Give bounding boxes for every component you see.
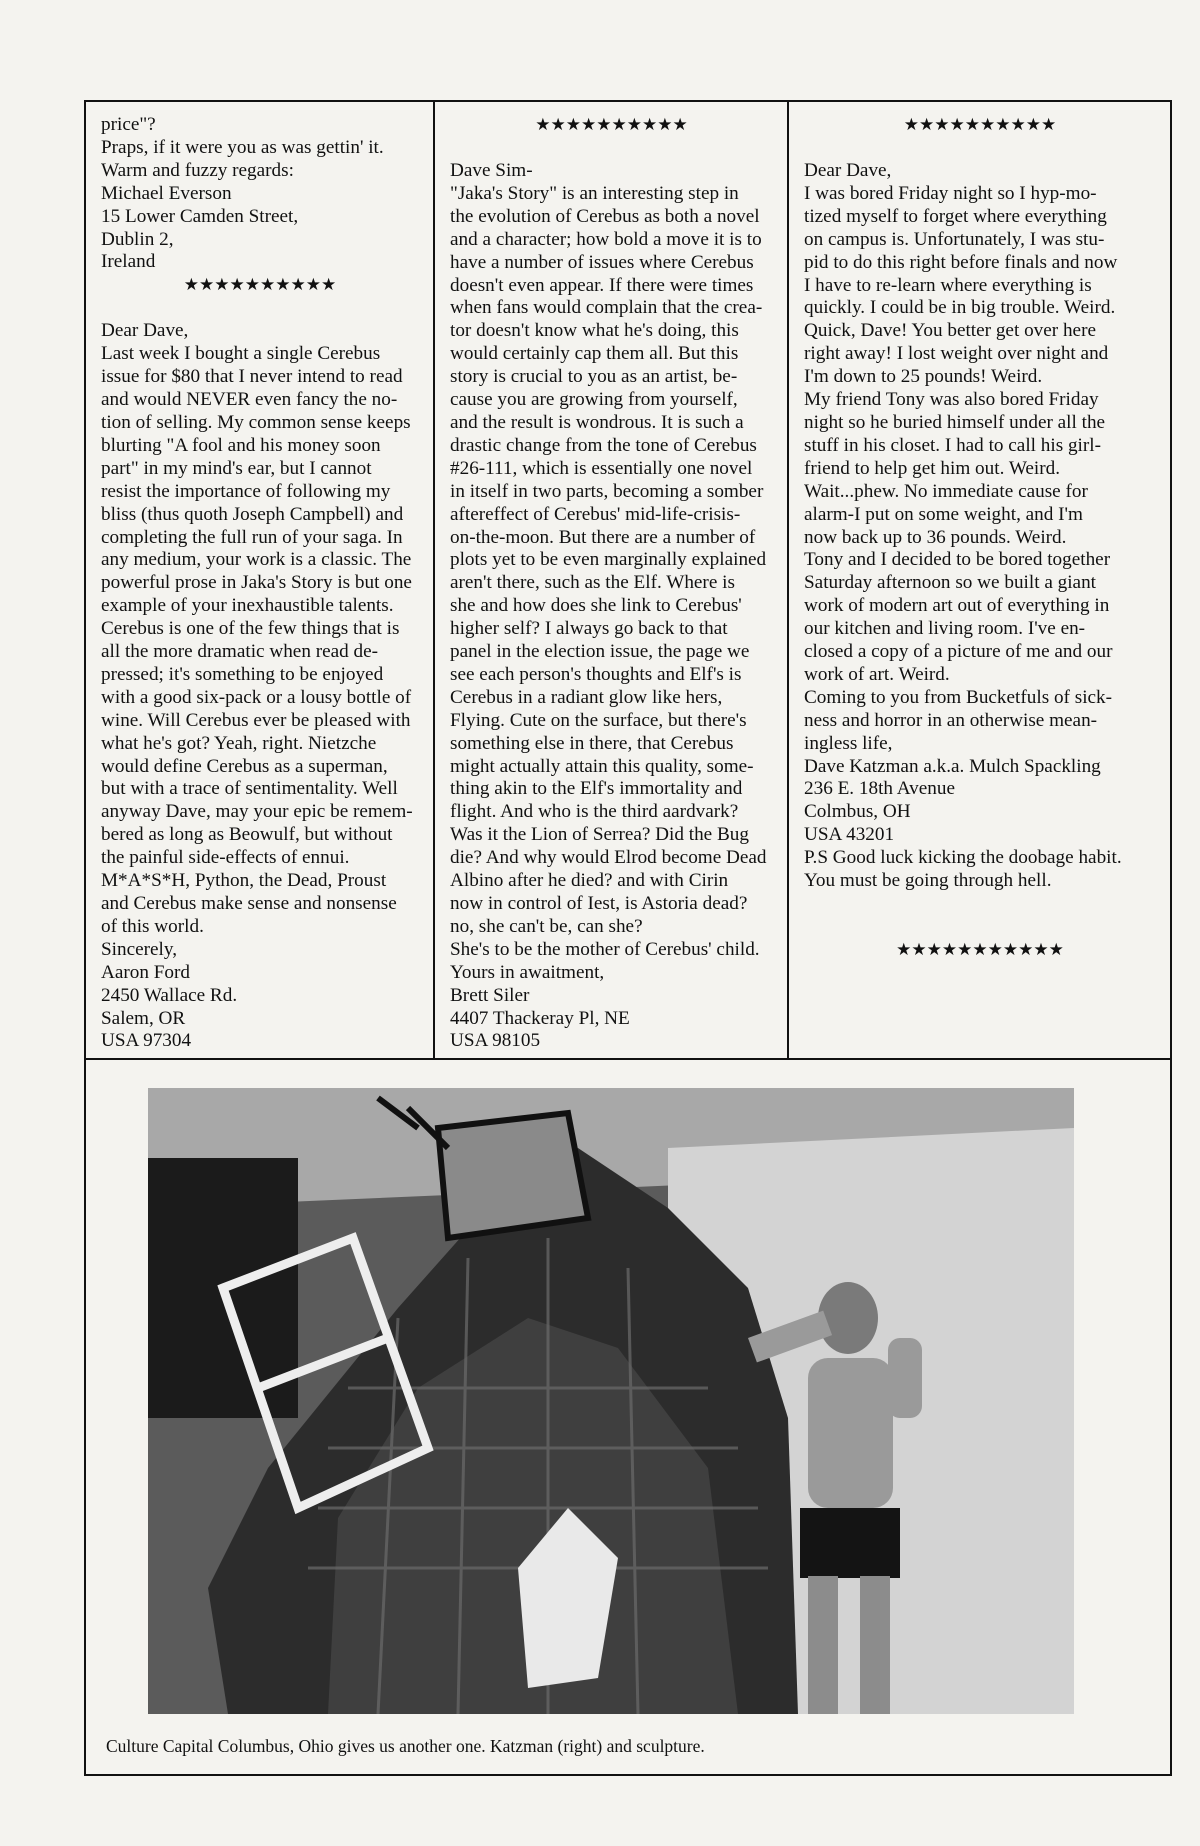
letter-line: "Jaka's Story" is an interesting step in xyxy=(450,182,739,204)
letter-line: price"? xyxy=(101,114,156,135)
letter-line: drastic change from the tone of Cerebus xyxy=(450,434,757,456)
letter-line: and the result is wondrous. It is such a xyxy=(450,411,744,433)
letter-line: what he's got? Yeah, right. Nietzche xyxy=(101,732,377,754)
letter-line: Tony and I decided to be bored together xyxy=(804,549,1111,571)
letter-line: Cerebus is one of the few things that is xyxy=(101,618,400,640)
letter-line: friend to help get him out. Weird. xyxy=(804,457,1061,479)
letter-line: I was bored Friday night so I hyp-mo- xyxy=(804,182,1097,204)
letter-line: example of your inexhaustible talents. xyxy=(101,595,394,617)
letter-line: in itself in two parts, becoming a somber xyxy=(450,480,764,502)
letter-line: our kitchen and living room. I've en- xyxy=(804,618,1086,640)
letter-line: Quick, Dave! You better get over here xyxy=(804,320,1096,342)
letter-line: see each person's thoughts and Elf's is xyxy=(450,663,742,685)
letter-line: Dublin 2, xyxy=(101,228,174,250)
letter-line: story is crucial to you as an artist, be- xyxy=(450,366,738,388)
letter-line: bered as long as Beowulf, but without xyxy=(101,824,393,846)
letter-line: Dave Sim- xyxy=(450,160,533,181)
letter-line: work of modern art out of everything in xyxy=(804,595,1110,617)
letter-line: I'm down to 25 pounds! Weird. xyxy=(804,366,1043,388)
letter-line: any medium, your work is a classic. The xyxy=(101,549,412,571)
letter-line: have a number of issues where Cerebus xyxy=(450,251,754,273)
letter-column-1 xyxy=(86,102,435,1058)
letter-line: alarm-I put on some weight, and I'm xyxy=(804,503,1083,525)
sculpture-photo xyxy=(148,1088,1074,1714)
letter-line: panel in the election issue, the page we xyxy=(450,641,750,663)
letter-line: ness and horror in an otherwise mean- xyxy=(804,709,1098,731)
letter-line: higher self? I always go back to that xyxy=(450,618,728,640)
letter-line: stuff in his closet. I had to call his girl- xyxy=(804,434,1102,456)
letter-line: quickly. I could be in big trouble. Weird. xyxy=(804,297,1116,319)
letter-line: pressed; it's something to be enjoyed xyxy=(101,663,384,685)
letter-line: I have to re-learn where everything is xyxy=(804,274,1092,296)
letter-line: 4407 Thackeray Pl, NE xyxy=(450,1007,630,1029)
star-divider: ★★★★★★★★★★ xyxy=(535,115,688,135)
letter-line: powerful prose in Jaka's Story is but one xyxy=(101,572,412,594)
letter-line: Brett Siler xyxy=(450,984,530,1006)
letter-line: #26-111, which is essentially one novel xyxy=(450,457,753,479)
letter-line: Warm and fuzzy regards: xyxy=(101,159,294,181)
letter-line: Ireland xyxy=(101,251,156,273)
letter-line: but with a trace of sentimentality. Well xyxy=(101,778,398,800)
letter-line: the evolution of Cerebus as both a novel xyxy=(450,205,760,227)
letter-line: USA 98105 xyxy=(450,1030,541,1052)
star-divider: ★★★★★★★★★★ xyxy=(183,275,337,296)
letter-line: part" in my mind's ear, but I cannot xyxy=(101,457,372,479)
letter-line: Cerebus in a radiant glow like hers, xyxy=(450,686,723,708)
letter-line: of this world. xyxy=(101,915,204,937)
letter-line: plots yet to be even marginally explained xyxy=(450,549,767,571)
letter-line: Salem, OR xyxy=(101,1007,186,1029)
letter-line: doesn't even appear. If there were times xyxy=(450,274,754,296)
letter-line: She's to be the mother of Cerebus' child. xyxy=(450,938,760,960)
letter-line: night so he buried himself under all the xyxy=(804,411,1106,433)
letters-page-frame xyxy=(84,100,1172,1776)
letter-line: M*A*S*H, Python, the Dead, Proust xyxy=(101,870,387,892)
letter-line: tized myself to forget where everything xyxy=(804,205,1107,227)
letter-line: would define Cerebus as a superman, xyxy=(101,755,388,777)
letter-line: work of art. Weird. xyxy=(804,663,950,685)
letter-line: USA 97304 xyxy=(101,1030,192,1052)
letter-line: wine. Will Cerebus ever be pleased with xyxy=(101,709,411,731)
letter-line: and would NEVER even fancy the no- xyxy=(101,389,398,411)
letter-line: something else in there, that Cerebus xyxy=(450,732,734,754)
letter-line: on-the-moon. But there are a number of xyxy=(450,526,756,548)
letter-line: now back up to 36 pounds. Weird. xyxy=(804,526,1067,548)
letter-line: on campus is. Unfortunately, I was stu- xyxy=(804,228,1105,250)
letter-line: Was it the Lion of Serrea? Did the Bug xyxy=(450,824,749,846)
letter-column-3 xyxy=(789,102,1170,1058)
letter-line: Praps, if it were you as was gettin' it. xyxy=(101,136,384,158)
letter-line: Dear Dave, xyxy=(804,160,892,181)
letter-line: USA 43201 xyxy=(804,824,895,846)
letter-line: issue for $80 that I never intend to read xyxy=(101,366,403,388)
star-divider: ★★★★★★★★★★ xyxy=(903,115,1057,135)
letter-line: 15 Lower Camden Street, xyxy=(101,205,299,227)
letter-line: completing the full run of your saga. In xyxy=(101,526,403,548)
letter-line: Michael Everson xyxy=(101,182,232,204)
letter-line: Flying. Cute on the surface, but there's xyxy=(450,709,747,731)
letter-line: Last week I bought a single Cerebus xyxy=(101,343,381,365)
letter-line: all the more dramatic when read de- xyxy=(101,641,379,663)
letter-line: You must be going through hell. xyxy=(804,870,1052,892)
letter-line: resist the importance of following my xyxy=(101,480,391,502)
letter-column-2 xyxy=(435,102,789,1058)
letter-line: Albino after he died? and with Cirin xyxy=(450,870,729,892)
letter-line: thing akin to the Elf's immortality and xyxy=(450,778,743,800)
letter-line: and Cerebus make sense and nonsense xyxy=(101,893,397,914)
star-divider-end: ★★★★★★★★★★★ xyxy=(896,940,1064,960)
letter-line: Dave Katzman a.k.a. Mulch Spackling xyxy=(804,755,1101,777)
letter-line: right away! I lost weight over night and xyxy=(804,343,1109,365)
letter-line: the painful side-effects of ennui. xyxy=(101,847,350,869)
letter-line: with a good six-pack or a lousy bottle of xyxy=(101,686,412,708)
letter-line: die? And why would Elrod become Dead xyxy=(450,847,767,869)
letter-line: My friend Tony was also bored Friday xyxy=(804,389,1099,411)
letter-line: Yours in awaitment, xyxy=(450,961,605,983)
photo-caption: Culture Capital Columbus, Ohio gives us another one. Katzman (right) and sculpture. xyxy=(106,1736,705,1756)
letter-line: pid to do this right before finals and now xyxy=(804,251,1118,273)
letter-line: cause you are growing from yourself, xyxy=(450,389,738,411)
letter-line: Dear Dave, xyxy=(101,320,189,342)
letter-line: 236 E. 18th Avenue xyxy=(804,778,955,800)
letter-line: and a character; how bold a move it is to xyxy=(450,228,762,250)
letter-line: P.S Good luck kicking the doobage habit. xyxy=(804,847,1122,869)
letter-line: Aaron Ford xyxy=(101,961,190,983)
letter-line: aftereffect of Cerebus' mid-life-crisis- xyxy=(450,503,741,525)
letter-line: might actually attain this quality, some- xyxy=(450,755,754,777)
letter-line: flight. And who is the third aardvark? xyxy=(450,801,739,823)
letter-line: tor doesn't know what he's doing, this xyxy=(450,320,739,342)
letter-line: Coming to you from Bucketfuls of sick- xyxy=(804,686,1113,708)
sculpture-photo-illustration xyxy=(148,1088,1074,1714)
letter-line: now in control of Iest, is Astoria dead? xyxy=(450,893,748,914)
letter-line: 2450 Wallace Rd. xyxy=(101,984,238,1006)
letter-line: she and how does she link to Cerebus' xyxy=(450,595,742,617)
letter-line: Colmbus, OH xyxy=(804,801,911,823)
letter-line: bliss (thus quoth Joseph Campbell) and xyxy=(101,503,404,525)
letter-line: no, she can't be, can she? xyxy=(450,915,643,937)
letter-line: would certainly cap them all. But this xyxy=(450,343,739,365)
letter-line: closed a copy of a picture of me and our xyxy=(804,641,1113,663)
letter-line: Wait...phew. No immediate cause for xyxy=(804,480,1088,502)
letter-line: Sincerely, xyxy=(101,938,178,960)
letter-line: tion of selling. My common sense keeps xyxy=(101,411,411,433)
letter-line: anyway Dave, may your epic be remem- xyxy=(101,801,413,823)
letters-columns xyxy=(86,102,1170,1060)
letter-line: aren't there, such as the Elf. Where is xyxy=(450,572,735,594)
letter-line: when fans would complain that the crea- xyxy=(450,297,763,319)
letter-line: blurting "A fool and his money soon xyxy=(101,434,381,456)
letter-line: Saturday afternoon so we built a giant xyxy=(804,572,1097,594)
letter-line: ingless life, xyxy=(804,732,893,754)
